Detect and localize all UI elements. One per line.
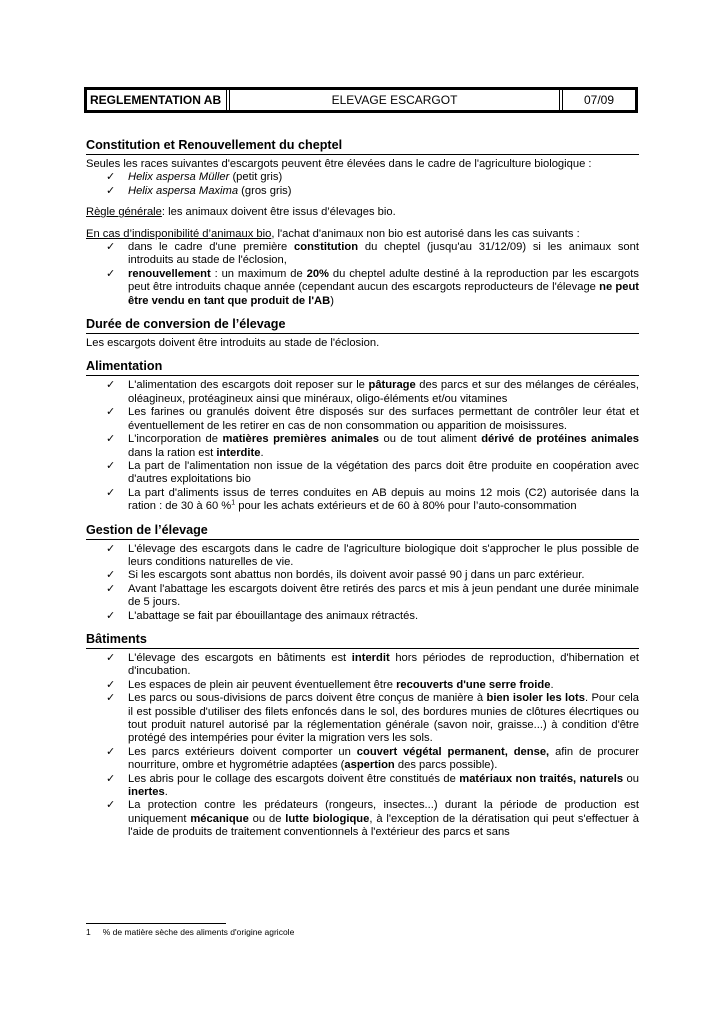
section-constitution [86,138,639,308]
list-item: ✓ L'abattage se fait par ébouillantage des animaux rétractés. [106,609,419,622]
section-title: Gestion de l’élevage [86,523,639,540]
check-icon: ✓ [106,678,116,691]
section-title: Durée de conversion de l’élevage [86,317,639,334]
list-item: ✓ La part d'aliments issus de terres conduites en AB depuis au moins 12 mois (C2) autorisée dans la ration : de 30 à 60 %$^1$ pour les achats extérieurs et de 60 à 80% pour l’auto-consommation [106,486,639,513]
list-item: ✓ L'élevage des escargots en bâtiments est interdit hors périodes de reproduction, d'hibernation et d'incubation. [106,651,639,678]
section-gestion [86,523,639,623]
header-center: ELEVAGE ESCARGOT [230,90,563,110]
check-icon: ✓ [106,267,116,280]
footnote-mark: 1 [86,927,91,937]
list-item: ✓ La part de l'alimentation non issue de la végétation des parcs doit être produite en coopération avec d'autres exploitations bio [106,459,639,486]
check-icon: ✓ [106,582,116,595]
check-icon: ✓ [106,379,116,392]
footnote-text: % de matière sèche des aliments d'origine agricole [102,927,295,937]
list-item: ✓ Si les escargots sont abattus non bordés, ils doivent avoir passé 90 j dans un parc extérieur. [106,569,585,582]
gestion-list [86,543,639,623]
list-item: ✓ La protection contre les prédateurs (rongeurs, insectes...) durant la période de production est uniquement mécanique ou de lutte biologique, à l'exception de la dératisation qui peut s'effectuer à l'aide de produits de traitement conventionnels à l'extérieur des parcs et sans [106,799,639,839]
check-icon: ✓ [106,459,116,472]
check-icon: ✓ [106,745,116,758]
list-item: ✓ Les parcs extérieurs doivent comporter un couvert végétal permanent, dense, afin de procurer nourriture, ombre et hygrométrie adaptées (aspertion des parcs possible). [106,745,639,772]
list-item: ✓ Les parcs ou sous-divisions de parcs doivent être conçus de manière à bien isoler les lots. Pour cela il est possible d'utiliser des filets enfoncés dans le sol, des bordures munies de clôtures élecrtiques ou tout produit naturel autorisé par la réglementation générale (savon noir, graisse...) à condition d'être protégé des intempéries pour éviter la migration vers les sols. [106,692,639,745]
check-icon: ✓ [106,433,116,446]
rule-text: Règle générale: les animaux doivent être issus d’élevages bio. [86,206,396,219]
check-icon: ✓ [106,692,116,705]
check-icon: ✓ [106,772,116,785]
list-item: ✓ L'incorporation de matières premières animales ou de tout aliment dérivé de protéines animales dans la ration est interdite. [106,433,640,459]
list-item: ✓ Les espaces de plein air peuvent éventuellement être recouverts d'une serre froide. [106,678,554,691]
section-title: Alimentation [86,359,639,376]
list-item: ✓ Les farines ou granulés doivent être disposés sur des surfaces permettant de contrôler leur état et éventuellement de les retirer en cas de non consommation ou apparition de moisissures. [106,406,639,432]
conversion-text: Les escargots doivent être introduits au stade de l'éclosion. [86,337,380,350]
list-item: ✓ dans le cadre d'une première constitution du cheptel (jusqu'au 31/12/09) si les animaux sont introduits au stade de l'éclosion, [106,241,639,267]
list-item: ✓ renouvellement : un maximum de 20% du cheptel adulte destiné à la reproduction par les escargots peut être introduits chaque année (cependant aucun des escargots reproducteurs de l'élevage ne peut être vendu en tant que produit de l'AB) [106,267,640,307]
race-list [86,171,639,198]
header-left: REGLEMENTATION AB [87,90,230,110]
check-icon: ✓ [106,184,116,197]
footnote-divider [86,923,226,924]
list-item: ✓ Helix aspersa Müller (petit gris) [106,171,283,184]
check-icon: ✓ [106,171,116,184]
check-icon: ✓ [106,486,116,499]
check-icon: ✓ [106,651,116,664]
header-right: 07/09 [583,93,615,107]
section-conversion [86,317,639,350]
footnote-ref: 1 [231,499,236,507]
alimentation-list [86,379,639,513]
check-icon: ✓ [106,799,116,812]
check-icon: ✓ [106,406,116,419]
header-table [84,87,638,113]
unavail-text: En cas d’indisponibilité d’animaux bio, l'achat d'animaux non bio est autorisé dans les cas suivants : [86,227,580,240]
check-icon: ✓ [106,241,116,254]
section-title: Bâtiments [86,632,639,649]
document-body [86,138,639,849]
list-item: ✓ Les abris pour le collage des escargots doivent être constitués de matériaux non traités, naturels ou inertes. [106,772,639,799]
check-icon: ✓ [106,609,116,622]
footnote [86,927,294,937]
section-alimentation [86,359,639,513]
list-item: ✓ L'alimentation des escargots doit reposer sur le pâturage des parcs et sur des mélanges de céréales, oléagineux, protéagineux ainsi que minéraux, oligo-éléments et/ou vitamines [106,379,639,405]
check-icon: ✓ [106,542,116,555]
intro-text: Seules les races suivantes d'escargots peuvent être élevées dans le cadre de l'agriculture biologique : [86,158,592,170]
section-title: Constitution et Renouvellement du cheptel [86,138,639,155]
list-item: ✓ Avant l'abattage les escargots doivent être retirés des parcs et mis à jeun pendant une durée minimale de 5 jours. [106,582,639,609]
section-batiments [86,632,639,840]
batiments-list [86,652,639,840]
list-item: ✓ L'élevage des escargots dans le cadre de l'agriculture biologique doit s'approcher le plus possible de leurs conditions naturelles de vie. [106,542,639,568]
unavail-list [86,241,639,308]
list-item: ✓ Helix aspersa Maxima (gros gris) [106,184,292,197]
check-icon: ✓ [106,569,116,582]
